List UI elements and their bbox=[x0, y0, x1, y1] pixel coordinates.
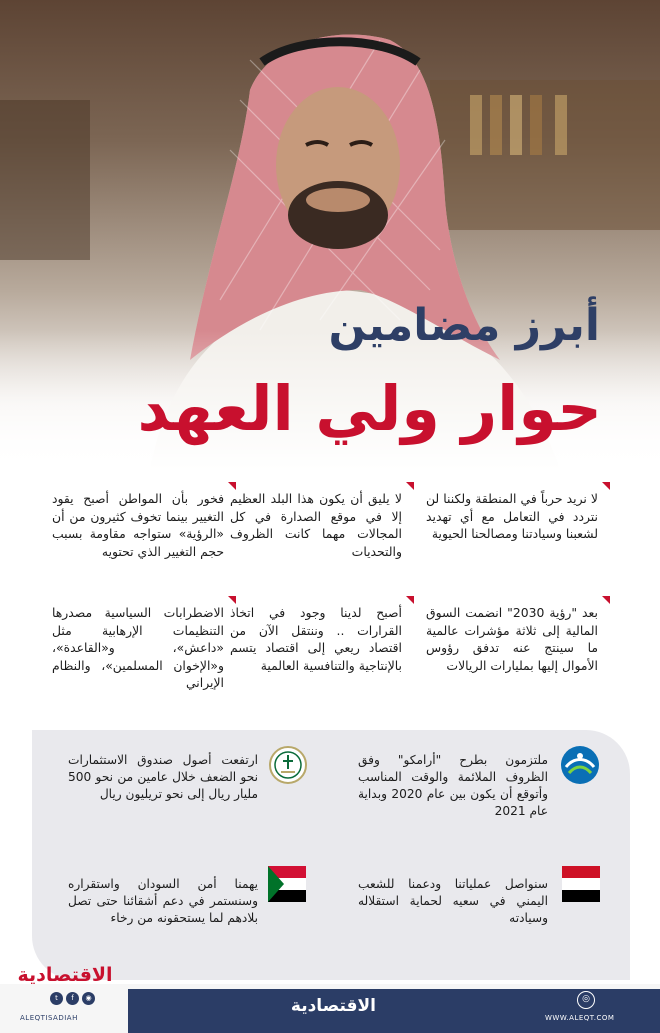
quote-text: أصبح لدينا وجود في اتخاذ القرارات .. وننتقل الآن من اقتصاد ريعي إلى اقتصاد يتسم بالإنتاجية والتنافسية العالمية bbox=[230, 605, 402, 673]
instagram-icon[interactable]: ◉ bbox=[82, 992, 95, 1005]
quote-item bbox=[52, 604, 232, 692]
fact-aramco: ملتزمون بطرح "أرامكو" وفق الظروف الملائمة والوقت المناسب وأتوقع أن يكون بين عام 2020 وبداية عام 2021 bbox=[358, 753, 548, 818]
quote-item bbox=[426, 604, 606, 674]
fact-sudan: يهمنا أمن السودان واستقراره وسنستمر في دعم أشقائنا حتى تصل بلادهم لما يستحقونه من رخاء bbox=[68, 877, 258, 925]
quote-text: لا يليق أن يكون هذا البلد العظيم إلا في موقع الصدارة في كل المجالات مهما كانت الظروف والتحديات bbox=[230, 491, 402, 559]
yemen-flag-icon bbox=[562, 866, 600, 902]
red-corner-icon bbox=[406, 482, 414, 490]
quote-text: لا نريد حرباً في المنطقة ولكننا لن نتردد في التعامل مع أي تهديد لشعبنا وسيادتنا ومصالحنا الحيوية bbox=[426, 491, 598, 541]
quote-text: الاضطرابات السياسية مصدرها التنظيمات الإرهابية مثل «داعش»، و«القاعدة»، و«الإخوان المسلمين»، والنظام الإيراني bbox=[52, 605, 224, 690]
quote-item bbox=[230, 604, 410, 674]
aramco-logo-icon bbox=[560, 745, 600, 785]
red-corner-icon bbox=[602, 482, 610, 490]
red-corner-icon bbox=[228, 482, 236, 490]
quote-item bbox=[52, 490, 232, 560]
title-line-1: أبرز مضامين bbox=[328, 300, 600, 351]
social-handle: ALEQTISADIAH bbox=[20, 1014, 78, 1022]
social-icons bbox=[50, 992, 95, 1005]
brand-logo: الاقتصادية bbox=[17, 964, 113, 986]
quote-item bbox=[230, 490, 410, 560]
footer-url[interactable]: WWW.ALEQT.COM bbox=[545, 1014, 615, 1022]
facebook-icon[interactable]: f bbox=[66, 992, 79, 1005]
sudan-flag-icon bbox=[268, 866, 306, 902]
quote-text: بعد "رؤية 2030" انضمت السوق المالية إلى ثلاثة مؤشرات عالمية ما سينتج عنه تدفق رؤوس الأموال إليها بمليارات الريالات bbox=[426, 605, 598, 673]
quote-item bbox=[426, 490, 606, 543]
twitter-icon[interactable]: t bbox=[50, 992, 63, 1005]
title-line-2: حوار ولي العهد bbox=[137, 372, 602, 445]
red-corner-icon bbox=[228, 596, 236, 604]
fact-pif: ارتفعت أصول صندوق الاستثمارات نحو الضعف خلال عامين من نحو 500 مليار ريال إلى نحو تريليون ريال bbox=[68, 753, 258, 801]
pif-logo-icon bbox=[268, 745, 308, 785]
footer-logo: الاقتصادية bbox=[290, 996, 376, 1016]
globe-icon: ◎ bbox=[577, 991, 595, 1009]
red-corner-icon bbox=[602, 596, 610, 604]
quote-text: فخور بأن المواطن أصبح يقود التغيير بينما تخوف كثيرون من أن «الرؤية» ستواجه مقاومة بسبب حجم التغيير الذي تحتويه bbox=[52, 491, 224, 559]
red-corner-icon bbox=[406, 596, 414, 604]
fact-yemen: سنواصل عملياتنا ودعمنا للشعب اليمني في سعيه لحماية استقلاله وسيادته bbox=[358, 877, 548, 925]
